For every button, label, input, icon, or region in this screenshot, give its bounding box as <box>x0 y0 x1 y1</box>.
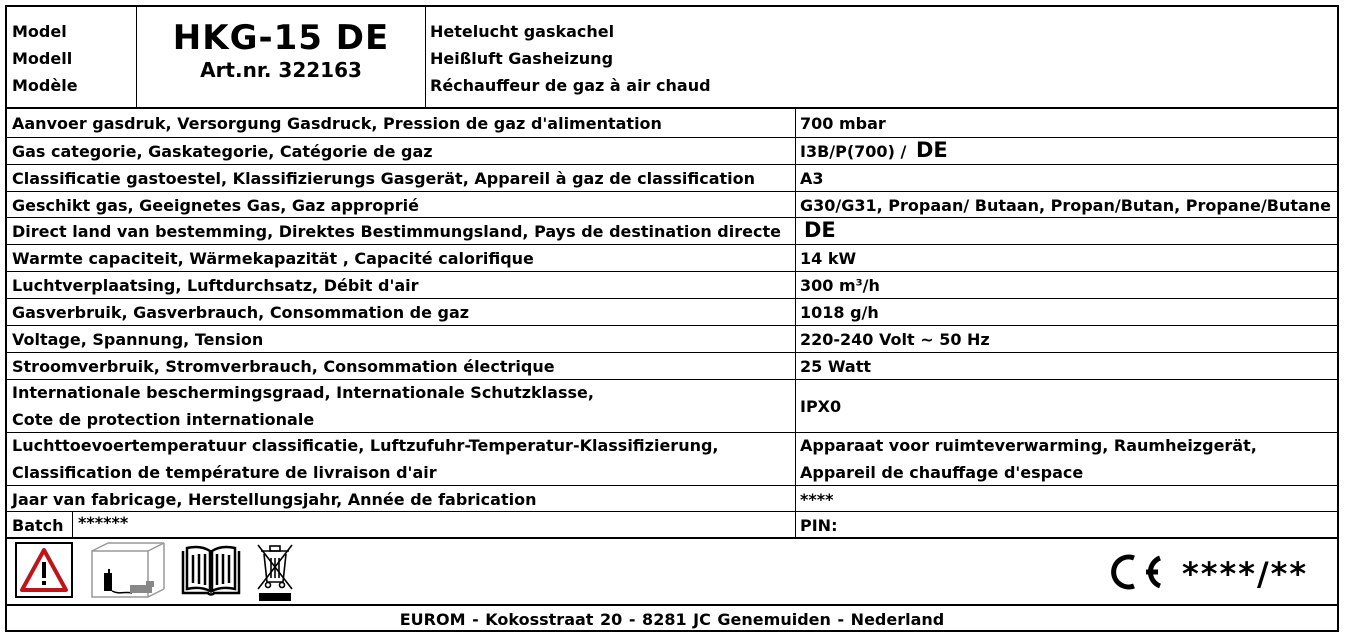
spec-row-rule <box>6 432 1338 433</box>
spec-label: Warmte capaciteit, Wärmekapazität , Capacité calorifique <box>12 249 534 268</box>
model-label-nl: Model <box>12 22 67 41</box>
footer-top-rule <box>6 604 1338 606</box>
destination-country-mark: DE <box>804 218 836 242</box>
spec-value: 220-240 Volt ~ 50 Hz <box>800 330 990 349</box>
warning-triangle-icon <box>15 542 73 598</box>
manual-book-icon <box>178 543 244 599</box>
spec-label: Geschikt gas, Geeignetes Gas, Gaz approprié <box>12 196 419 215</box>
spec-row-rule <box>6 137 1338 138</box>
description-nl: Hetelucht gaskachel <box>430 22 615 41</box>
spec-label: Gas categorie, Gaskategorie, Catégorie de gaz <box>12 142 433 161</box>
spec-row-rule <box>6 325 1338 326</box>
description-fr: Réchauffeur de gaz à air chaud <box>430 76 711 95</box>
spec-value: IPX0 <box>800 396 842 416</box>
spec-label: Internationale beschermingsgraad, Internationale Schutzklasse, <box>12 382 594 402</box>
pin-label: PIN: <box>800 516 838 535</box>
product-descriptions <box>430 18 711 99</box>
spec-row-rule <box>6 352 1338 353</box>
spec-row-rule <box>6 271 1338 272</box>
spec-label: Classification de température de livraison d'air <box>12 462 437 482</box>
spec-column-divider <box>795 109 796 537</box>
spec-value: 14 kW <box>800 249 857 268</box>
spec-row-rule <box>6 217 1338 218</box>
spec-label: Classificatie gastoestel, Klassifizierungs Gasgerät, Appareil à gaz de classification <box>12 169 756 188</box>
batch-divider <box>72 511 73 537</box>
spec-value: I3B/P(700) / <box>800 142 907 161</box>
destination-country-mark: DE <box>916 138 948 162</box>
model-labels <box>12 18 78 99</box>
spec-row-rule <box>6 379 1338 380</box>
spec-value: 25 Watt <box>800 357 872 376</box>
batch-value: ****** <box>78 513 129 532</box>
spec-label: Jaar van fabricage, Herstellungsjahr, Année de fabrication <box>12 490 537 509</box>
model-name: HKG-15 DE <box>172 18 390 58</box>
spec-label: Stroomverbruik, Stromverbrauch, Consommation électrique <box>12 357 555 376</box>
spec-row-rule <box>6 511 1338 512</box>
model-block <box>137 18 425 82</box>
header-bottom-rule <box>6 107 1338 109</box>
spec-label: Voltage, Spannung, Tension <box>12 330 264 349</box>
manufacturer-address: EUROM - Kokosstraat 20 - 8281 JC Genemuiden - Nederland <box>399 610 945 629</box>
spec-value: Appareil de chauffage d'espace <box>800 463 1084 482</box>
model-label-de: Modell <box>12 49 73 68</box>
batch-label: Batch <box>12 516 64 535</box>
spec-value: A3 <box>800 169 824 188</box>
spec-label: Luchttoevoertemperatuur classificatie, Luftzufuhr-Temperatur-Klassifizierung, <box>12 435 719 455</box>
article-number: Art.nr. 322163 <box>200 58 362 82</box>
spec-row-rule <box>6 298 1338 299</box>
icons-top-rule <box>6 537 1338 539</box>
certification-number: ****/** <box>1182 555 1309 593</box>
spec-row-rule <box>6 485 1338 486</box>
spec-row-rule <box>6 164 1338 165</box>
spec-value: 300 m³/h <box>800 276 880 295</box>
model-label-fr: Modèle <box>12 76 78 95</box>
spec-label: Direct land van bestemming, Direktes Bestimmungsland, Pays de destination directe <box>12 222 781 241</box>
ce-mark-icon <box>1108 552 1164 592</box>
spec-row-rule <box>6 244 1338 245</box>
spec-value: 1018 g/h <box>800 303 879 322</box>
spec-label: Luchtverplaatsing, Luftdurchsatz, Débit d'air <box>12 276 419 295</box>
spec-label: Cote de protection internationale <box>12 409 315 429</box>
description-de: Heißluft Gasheizung <box>430 49 614 68</box>
spec-row-rule <box>6 191 1338 192</box>
spec-value: 700 mbar <box>800 114 886 133</box>
weee-bin-icon <box>255 542 295 604</box>
spec-label: Gasverbruik, Gasverbrauch, Consommation de gaz <box>12 303 470 322</box>
spec-value: **** <box>800 490 834 509</box>
header-divider-2 <box>425 6 426 107</box>
spec-value: G30/G31, Propaan/ Butaan, Propan/Butan, Propane/Butane <box>800 196 1331 215</box>
heater-room-icon <box>90 541 170 601</box>
spec-label: Aanvoer gasdruk, Versorgung Gasdruck, Pression de gaz d'alimentation <box>12 114 662 133</box>
spec-value: Apparaat voor ruimteverwarming, Raumheizgerät, <box>800 436 1257 455</box>
